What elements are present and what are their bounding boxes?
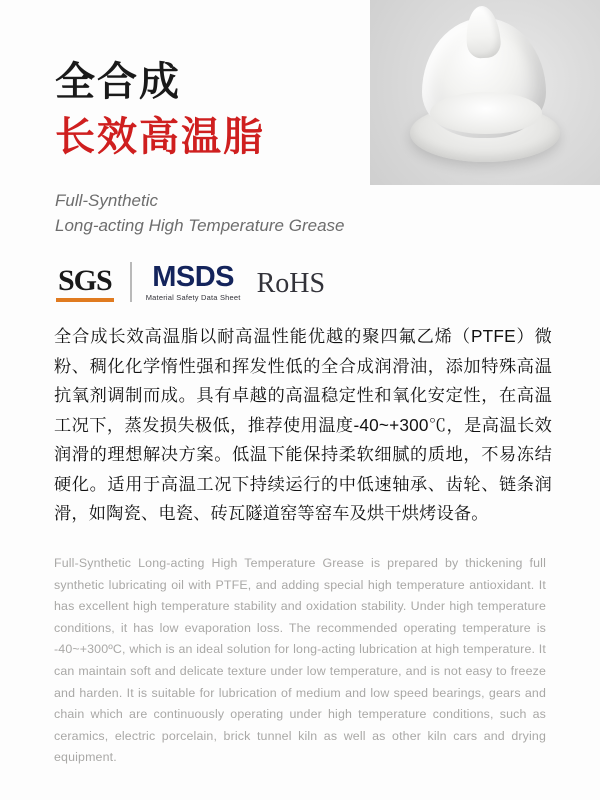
title-english xyxy=(55,188,344,238)
rohs-logo: RoHS xyxy=(256,268,326,299)
certification-logos xyxy=(56,262,325,302)
msds-logo xyxy=(130,262,241,302)
grease-inner-ring xyxy=(430,92,542,134)
product-photo xyxy=(370,0,600,185)
title-chinese-line1: 全合成 xyxy=(55,60,181,104)
sgs-underline-bar xyxy=(56,298,114,302)
title-english-line2: Long-acting High Temperature Grease xyxy=(55,216,345,235)
sgs-logo-label: SGS xyxy=(58,264,112,297)
title-english-line1: Full-Synthetic xyxy=(55,191,158,210)
description-chinese: 全合成长效高温脂以耐高温性能优越的聚四氟乙烯（PTFE）微粉、稠化化学惰性强和挥发性低的全合成润滑油，添加特殊高温抗氧剂调制而成。具有卓越的高温稳定性和氧化安定性，在高温工况下，蒸发损失极低，推荐使用温度-40~+300℃，是高温长效润滑的理想解决方案。低温下能保持柔软细腻的质地，不易冻结硬化。适用于高温工况下持续运行的中低速轴承、齿轮、链条润滑，如陶瓷、电瓷、砖瓦隧道窑等窑车及烘干烘烤设备。 xyxy=(54,326,552,523)
msds-logo-label: MSDS xyxy=(152,261,235,293)
sgs-logo xyxy=(56,264,114,302)
msds-logo-subtitle: Material Safety Data Sheet xyxy=(145,293,241,302)
title-chinese-line2: 长效高温脂 xyxy=(55,115,265,159)
page-title xyxy=(55,58,344,238)
description-english: Full-Synthetic Long-acting High Temperature Grease is prepared by thickening full synthetic lubricating oil with PTFE, and adding special high temperature antioxidant. It has excellent high temperature stability and oxidation stability. Under high temperature conditions, it has low evaporation loss. The recommended operating temperature is -40~+300ºC, which is an ideal solution for long-acting lubrication at high temperature. It can maintain soft and delicate texture under low temperature, and is not easy to freeze and harden. It is suitable for lubrication of medium and low speed bearings, gears and chain which are continuously operating under high temperature conditions, such as ceramics, electric porcelain, brick tunnel kiln as well as other kiln cars and drying equipment. xyxy=(54,556,546,765)
